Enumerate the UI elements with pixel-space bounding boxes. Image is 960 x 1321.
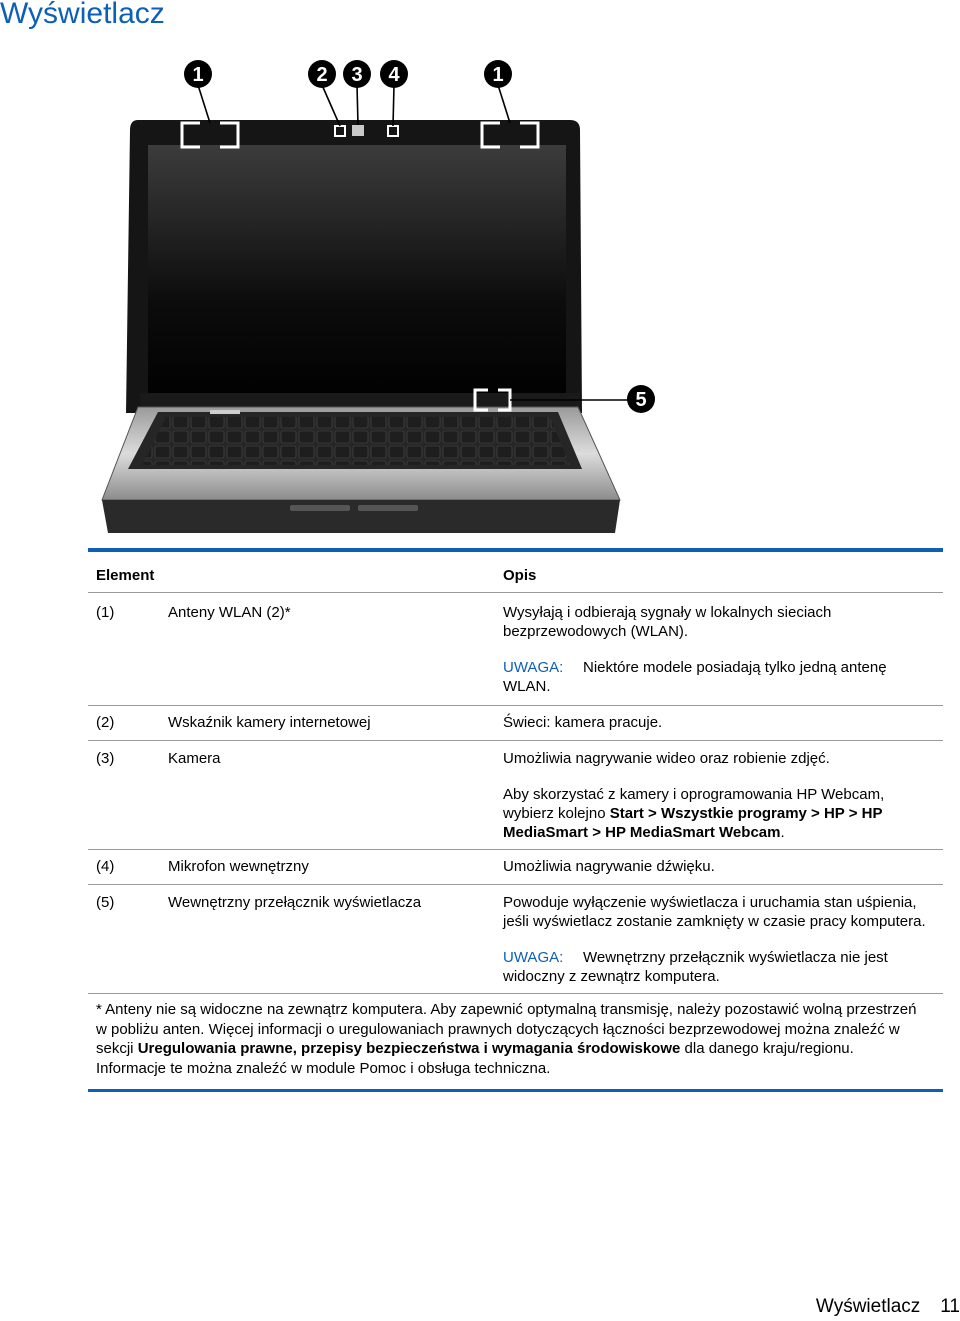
row-number: (5): [96, 894, 115, 911]
table-header-row: [88, 552, 943, 592]
page-title: Wyświetlacz: [0, 0, 165, 30]
row-element-name: Anteny WLAN (2)*: [168, 604, 291, 621]
row-description: Powoduje wyłączenie wyświetlacza i uruchamia stan uśpienia, jeśli wyświetlacz zostanie zamknięty w czasie pracy komputera. UWAGA: Wewnętrzny przełącznik wyświetlacza nie jest widoczny z zewnątrz komputera.: [503, 893, 948, 986]
row-number: (4): [96, 858, 115, 875]
display-screen: [148, 145, 566, 407]
callout-4: [380, 60, 408, 88]
row-description: Umożliwia nagrywanie dźwięku.: [503, 858, 715, 875]
row-number: (2): [96, 714, 115, 731]
footer-section-title: Wyświetlacz: [815, 1296, 921, 1317]
row-number: (3): [96, 750, 115, 767]
row-description: Umożliwia nagrywanie wideo oraz robienie zdjęć. Aby skorzystać z kamery i oprogramowania HP Webcam, wybierz kolejno Start > Wszystkie programy > HP > HP MediaSmart > HP MediaSmart Webcam.: [503, 750, 885, 841]
page-number: 11: [940, 1296, 960, 1317]
svg-text:4: 4: [388, 64, 400, 86]
webcam-lens: [352, 125, 364, 136]
row-number: (1): [96, 604, 115, 621]
row-description: Świeci: kamera pracuje.: [503, 714, 663, 731]
callout-1-left: [184, 60, 212, 88]
table-row: [88, 885, 943, 993]
laptop-display-illustration: [100, 55, 660, 535]
svg-text:1: 1: [492, 64, 504, 86]
callout-2: [308, 60, 336, 88]
callout-1-right: [484, 60, 512, 88]
callout-3: [343, 60, 371, 88]
row-element-name: Kamera: [168, 750, 221, 767]
note-label: UWAGA:: [503, 949, 564, 966]
note-label: UWAGA:: [503, 659, 564, 676]
table-row: [88, 850, 943, 884]
table-footnote: * Anteny nie są widoczne na zewnątrz komputera. Aby zapewnić optymalną transmisję, należy pozostawić wolną przestrzeń w pobliżu anten. Więcej informacji o uregulowaniach prawnych dotyczących łączności bezprzewodowej można znaleźć w sekcji Uregulowania prawne, przepisy bezpieczeństwa i wymagania środowiskowe dla danego kraju/regionu. Informacje te można znaleźć w module Pomoc i obsługa techniczna.: [96, 1001, 917, 1077]
svg-text:1: 1: [192, 64, 204, 86]
row-element-name: Wskaźnik kamery internetowej: [168, 714, 371, 731]
keyboard-keys: [142, 417, 570, 465]
header-element: Element: [96, 567, 155, 584]
table-bottom-rule: [88, 1089, 943, 1092]
header-description: Opis: [503, 567, 537, 584]
svg-text:2: 2: [316, 64, 328, 86]
table-row: [88, 706, 943, 740]
component-table: [88, 548, 943, 1092]
row-element-name: Wewnętrzny przełącznik wyświetlacza: [168, 894, 422, 911]
callout-5: [627, 385, 655, 413]
row-description: Wysyłają i odbierają sygnały w lokalnych sieciach bezprzewodowych (WLAN). UWAGA: Niektóre modele posiadają tylko jedną antenę WLAN.: [503, 603, 943, 696]
page-footer: [816, 1296, 960, 1318]
svg-text:5: 5: [635, 389, 647, 411]
note: UWAGA: Niektóre modele posiadają tylko jedną antenę: [503, 659, 887, 676]
table-row: [88, 741, 943, 849]
svg-text:3: 3: [351, 64, 363, 86]
table-row: [88, 593, 943, 705]
row-element-name: Mikrofon wewnętrzny: [168, 858, 309, 875]
note: UWAGA: Wewnętrzny przełącznik wyświetlacza nie jest: [503, 949, 888, 966]
base-front-edge: [102, 500, 620, 533]
